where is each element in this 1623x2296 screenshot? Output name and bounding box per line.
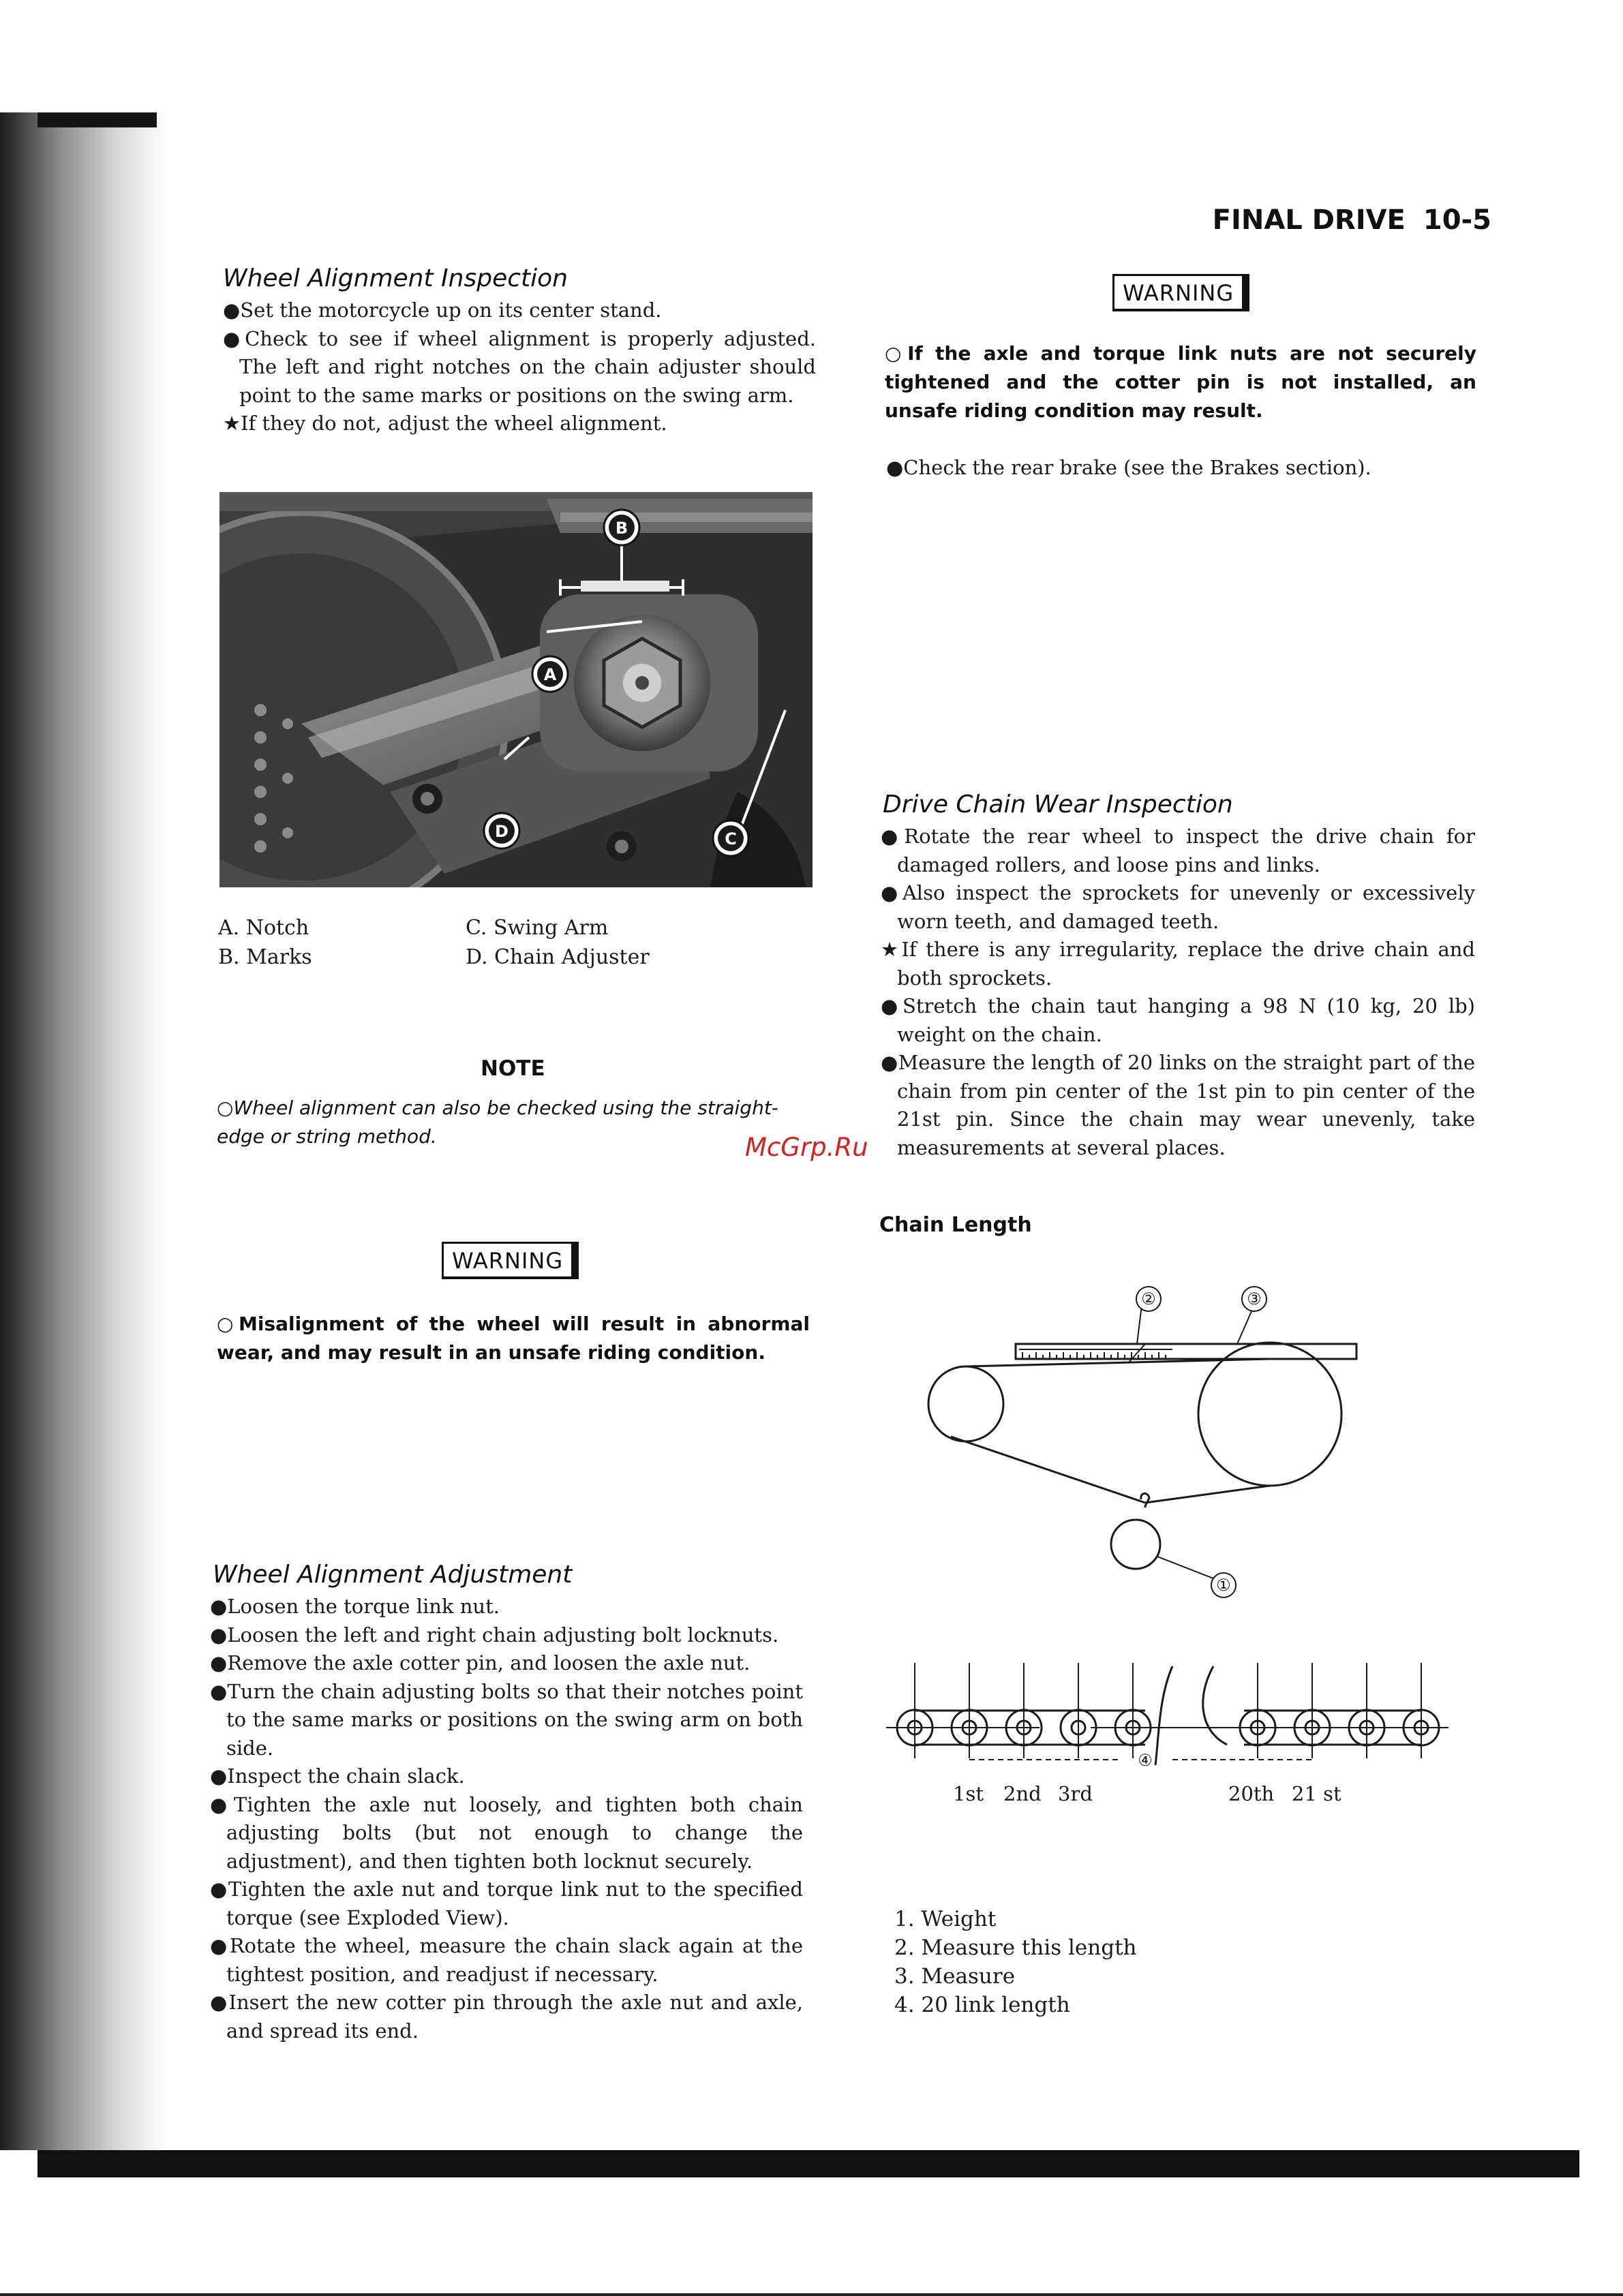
alignment-inspection-text xyxy=(223,296,816,438)
weight-hook xyxy=(1141,1493,1149,1507)
callout-3: ③ xyxy=(1247,1289,1262,1308)
alignment-inspection-heading: Wheel Alignment Inspection xyxy=(223,264,568,292)
photo-captions-right xyxy=(466,913,650,972)
caption-swing-arm: C. Swing Arm xyxy=(466,916,609,940)
wear-inspection-heading: Drive Chain Wear Inspection xyxy=(883,791,1233,818)
caption-notch: A. Notch xyxy=(218,916,309,940)
legend-item: 4. 20 link length xyxy=(894,1993,1070,2017)
paragraph: ●Inspect the chain slack. xyxy=(210,1764,465,1788)
front-sprocket xyxy=(928,1366,1003,1441)
wear-inspection-text xyxy=(881,823,1475,1162)
callout-c-label: C xyxy=(725,829,737,848)
page-number: 10-5 xyxy=(1423,204,1491,236)
check-brake-text xyxy=(886,454,1479,483)
paragraph: ●Stretch the chain taut hanging a 98 N (10 kg, 20 lb) weight on the chain. xyxy=(881,994,1475,1046)
alignment-adjustment-heading: Wheel Alignment Adjustment xyxy=(213,1561,573,1589)
paragraph: ●Rotate the rear wheel to inspect the drive chain for damaged rollers, and loose pins and links. xyxy=(881,825,1475,876)
paragraph: ●Check the rear brake (see the Brakes section). xyxy=(886,456,1371,479)
note-title: NOTE xyxy=(481,1056,545,1081)
paragraph: ●Set the motorcycle up on its center stand. xyxy=(223,299,662,322)
paragraph: ★If they do not, adjust the wheel alignment. xyxy=(223,412,667,435)
caption-marks: B. Marks xyxy=(218,945,312,969)
note-text: ○Wheel alignment can also be checked using the straight-edge or string method. xyxy=(217,1097,778,1148)
pin-label-20th: 20th xyxy=(1228,1782,1275,1805)
callout-b-label: B xyxy=(615,519,628,538)
paragraph: ★If there is any irregularity, replace the drive chain and both sprockets. xyxy=(881,938,1475,990)
paragraph: ●Loosen the torque link nut. xyxy=(210,1595,500,1618)
warning-box-right: WARNING xyxy=(1112,274,1249,311)
chain-length-label: Chain Length xyxy=(879,1213,1032,1237)
chain-top-run xyxy=(966,1359,1270,1366)
scan-bottom-rule xyxy=(0,2293,1623,2296)
paragraph: ●Also inspect the sprockets for unevenly or excessively worn teeth, and damaged teeth. xyxy=(881,881,1475,933)
paragraph: ●Turn the chain adjusting bolts so that their notches point to the same marks or positions on the swing arm on both side. xyxy=(210,1679,803,1760)
warning-text-left: ○Misalignment of the wheel will result in abnormal wear, and may result in an unsafe riding condition. xyxy=(217,1313,810,1364)
photo-captions-left xyxy=(218,913,312,972)
callout-1: ① xyxy=(1216,1576,1231,1595)
pin-label-2nd: 2nd xyxy=(1003,1782,1042,1805)
callout-b xyxy=(604,510,639,545)
chain-figure-legend xyxy=(894,1905,1137,2019)
callout-a-label: A xyxy=(543,665,557,684)
callout-4: ④ xyxy=(1138,1751,1153,1770)
rear-sprocket xyxy=(1198,1343,1341,1486)
callout-2: ② xyxy=(1141,1289,1156,1308)
legend-item: 3. Measure xyxy=(894,1964,1016,1989)
paragraph: ●Tighten the axle nut loosely, and tighten both chain adjusting bolts (but not enough to change the adjustment), and then tighten both locknut securely. xyxy=(210,1792,803,1873)
page-bottom-edge xyxy=(37,2150,1579,2177)
paragraph: ●Tighten the axle nut and torque link nut to the specified torque (see Exploded View). xyxy=(210,1878,803,1929)
paragraph: ●Insert the new cotter pin through the axle nut and axle, and spread its end. xyxy=(210,1991,803,2042)
paragraph: ●Rotate the wheel, measure the chain slack again at the tightest position, and readjust if necessary. xyxy=(210,1934,803,1986)
legend-item: 2. Measure this length xyxy=(894,1935,1137,1960)
book-spine-shadow xyxy=(0,112,167,2150)
paragraph: ●Check to see if wheel alignment is properly adjusted. The left and right notches on the chain adjuster should point to the same marks or positions on the swing arm. xyxy=(223,326,816,407)
spine-top-edge xyxy=(37,112,157,127)
weight xyxy=(1111,1520,1160,1569)
callout-c xyxy=(713,821,748,856)
alignment-adjustment-text xyxy=(210,1593,803,2045)
page-header xyxy=(1213,204,1491,236)
callout-d xyxy=(484,813,519,848)
chain-length-diagram xyxy=(873,1268,1486,1813)
legend-item: 1. Weight xyxy=(894,1907,997,1931)
warning-box-left: WARNING xyxy=(442,1242,579,1279)
pin-label-1st: 1st xyxy=(953,1782,984,1805)
paragraph: ●Measure the length of 20 links on the straight part of the chain from pin center of the 1st pin to pin center of the 21st pin. Since the chain may wear unevenly, take measurements at several places. xyxy=(881,1051,1475,1159)
pin-label-3rd: 3rd xyxy=(1058,1782,1093,1805)
chain-bottom-run-right xyxy=(1145,1486,1270,1503)
section-title: FINAL DRIVE xyxy=(1212,204,1406,236)
warning-text-right: ○If the axle and torque link nuts are not securely tightened and the cotter pin is not installed, an unsafe riding condition may result. xyxy=(885,342,1476,422)
watermark: McGrp.Ru xyxy=(745,1133,868,1162)
callout-a xyxy=(532,656,568,692)
chain-links-detail xyxy=(886,1663,1448,1765)
paragraph: ●Loosen the left and right chain adjusting bolt locknuts. xyxy=(210,1623,779,1647)
rear-wheel-alignment-photo xyxy=(219,492,813,887)
callout-d-label: D xyxy=(495,822,509,841)
caption-chain-adjuster: D. Chain Adjuster xyxy=(466,945,650,969)
pin-label-21st: 21 st xyxy=(1292,1782,1341,1805)
chain-bottom-run-left xyxy=(951,1437,1145,1503)
paragraph: ●Remove the axle cotter pin, and loosen the axle nut. xyxy=(210,1651,750,1674)
